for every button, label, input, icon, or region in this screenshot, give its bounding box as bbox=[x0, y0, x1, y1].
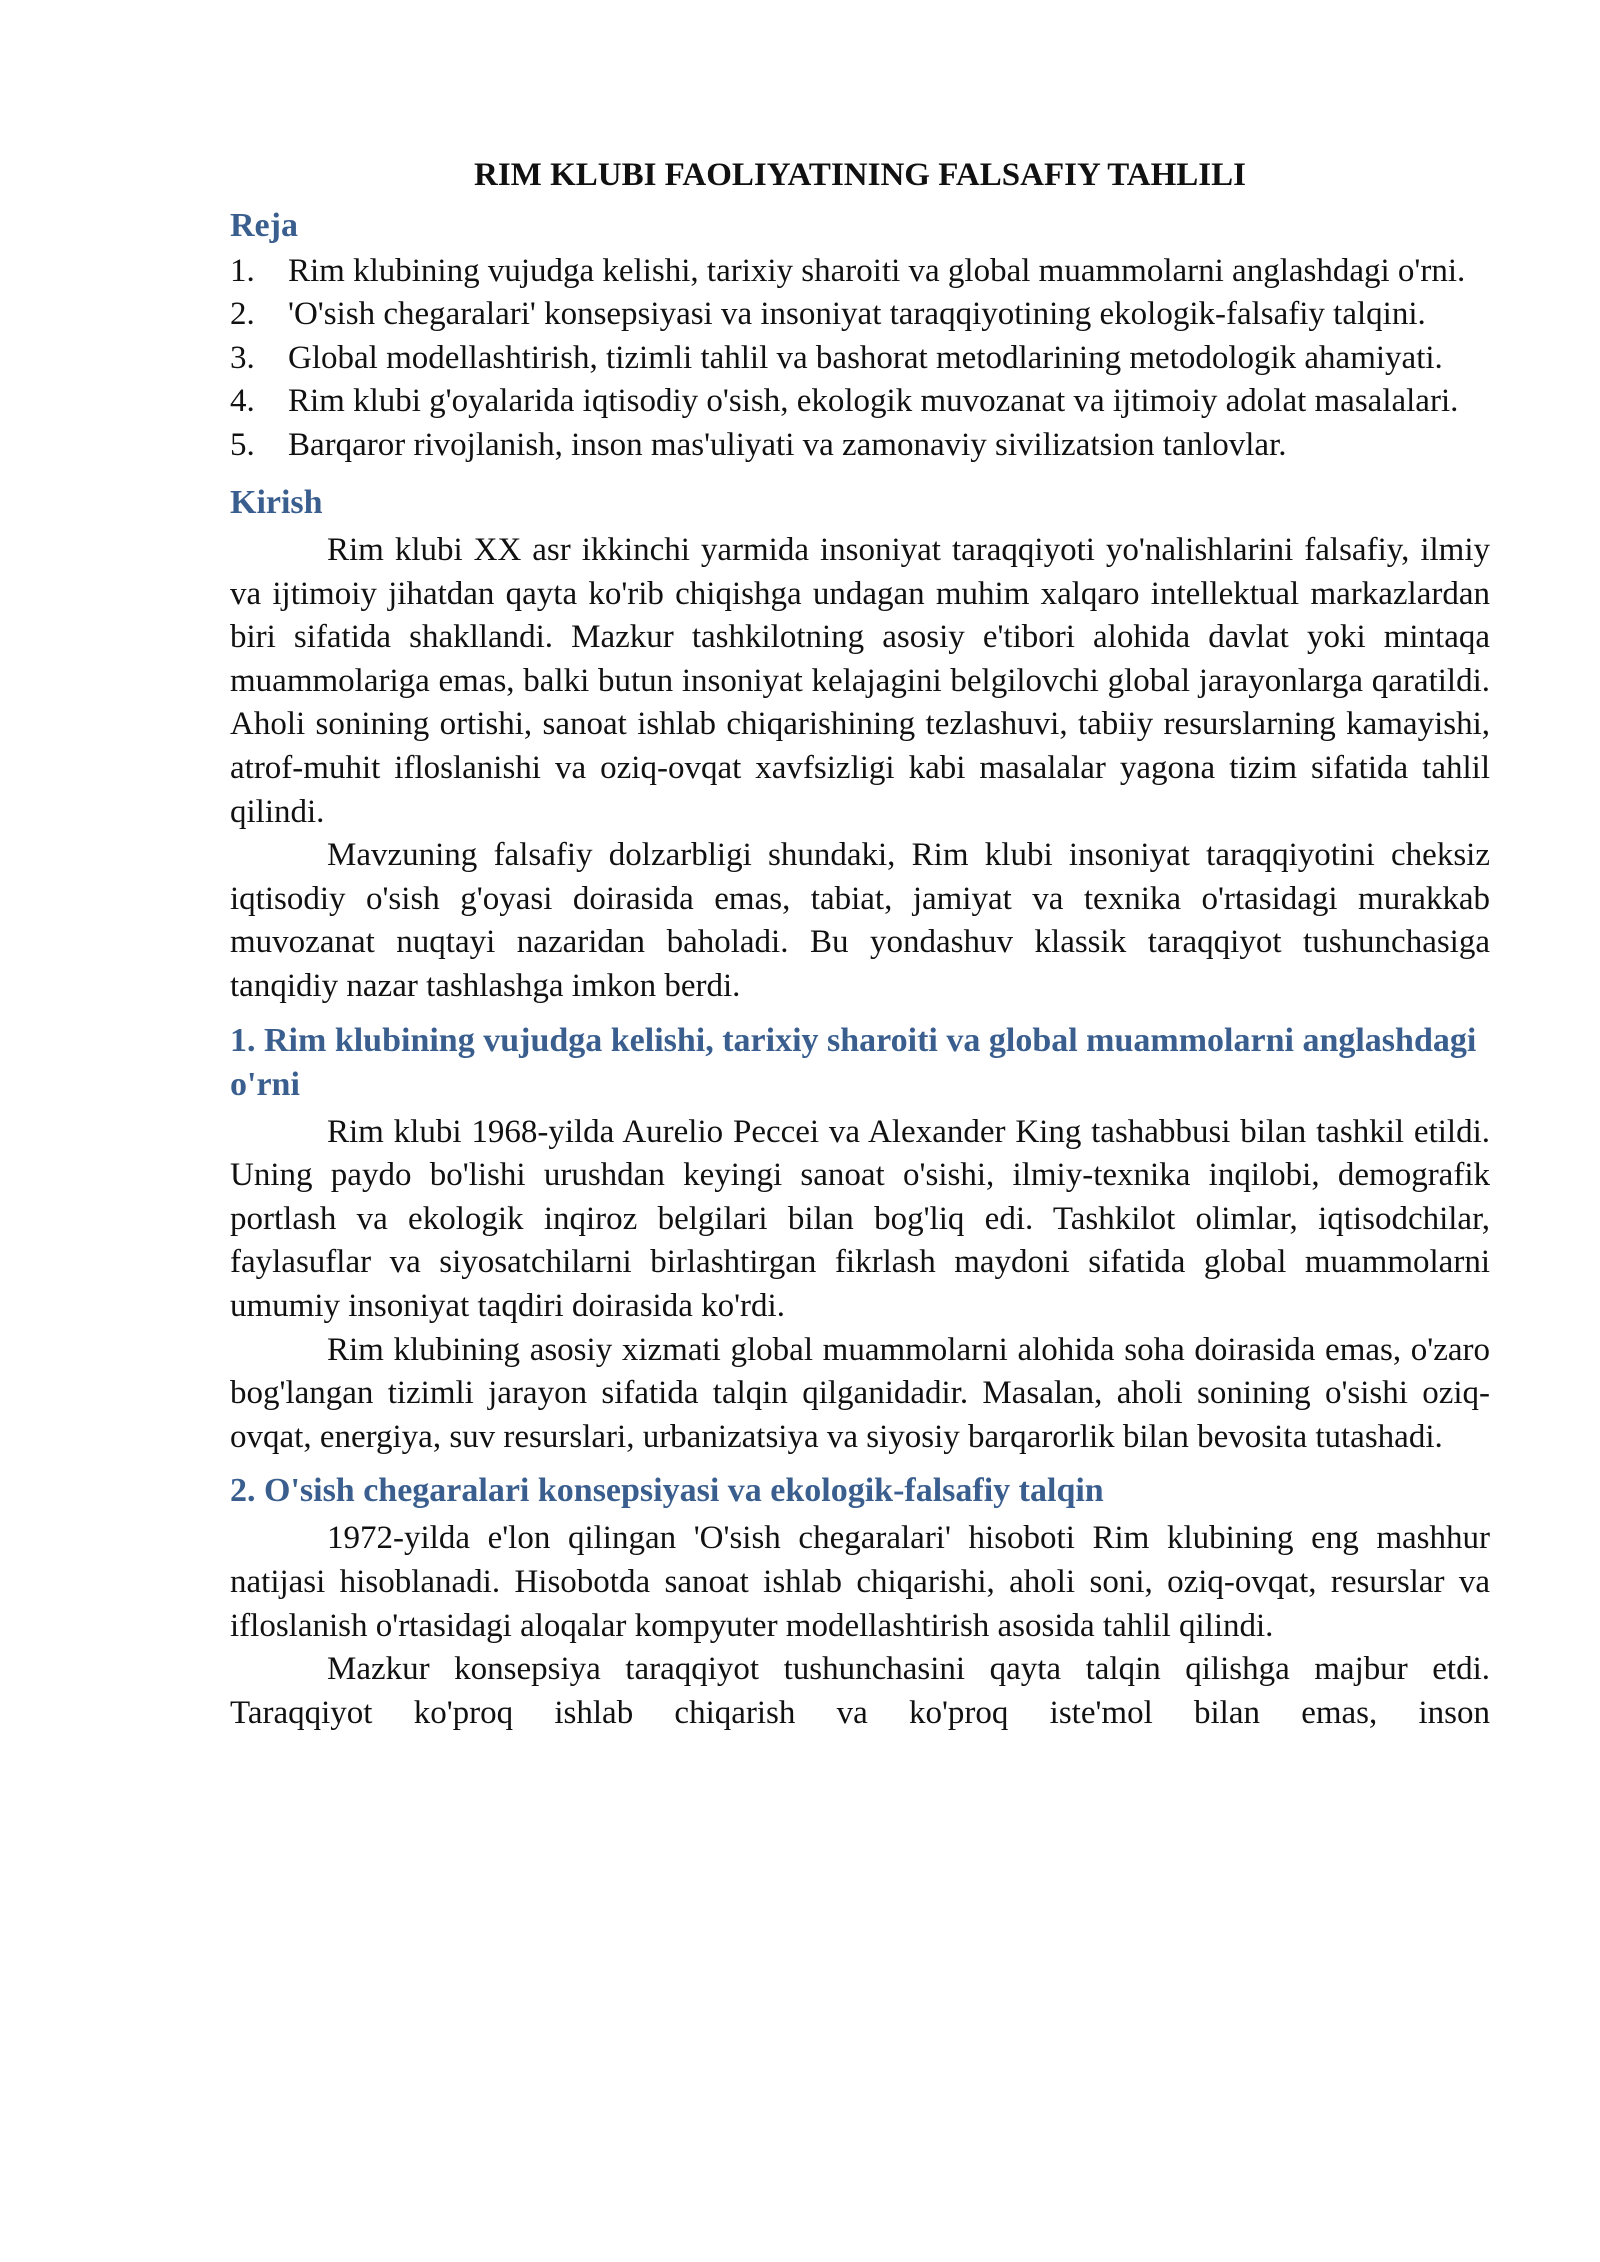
plan-item-text: Barqaror rivojlanish, inson mas'uliyati va zamonaviy sivilizatsion tanlovlar. bbox=[288, 426, 1287, 463]
plan-item bbox=[230, 424, 1490, 467]
plan-item bbox=[230, 337, 1490, 380]
plan-item-text: Global modellashtirish, tizimli tahlil va bashorat metodlarining metodologik ahamiyati. bbox=[288, 339, 1443, 376]
section1-paragraph: Rim klubi 1968-yilda Aurelio Peccei va Alexander King tashabbusi bilan tashkil etildi. Uning paydo bo'lishi urushdan keyingi sanoat o'sishi, ilmiy-texnika inqilobi, demografik portlash va ekologik inqiroz belgilari bilan bog'liq edi. Tashkilot olimlar, iqtisodchilar, faylasuflar va siyosatchilarni birlashtirgan fikrlash maydoni sifatida global muammolarni umumiy insoniyat taqdiri doirasida ko'rdi. bbox=[230, 1113, 1490, 1324]
plan-item-number: 2. bbox=[230, 296, 255, 333]
intro-paragraph: Rim klubi XX asr ikkinchi yarmida insoniyat taraqqiyoti yo'nalishlarini falsafiy, ilmiy va ijtimoiy jihatdan qayta ko'rib chiqishga undagan muhim xalqaro intellektual markazlardan biri sifatida shakllandi. Mazkur tashkilotning asosiy e'tibori alohida davlat yoki mintaqa muammolariga emas, balki butun insoniyat kelajagini belgilovchi global jarayonlarga qaratildi. Aholi sonining ortishi, sanoat ishlab chiqarishining tezlashuvi, tabiiy resurslarning kamayishi, atrof-muhit ifloslanishi va oziq-ovqat xavfsizligi kabi masalalar yagona tizim sifatida tahlil qilindi. bbox=[230, 532, 1490, 830]
plan-item-text: Rim klubi g'oyalarida iqtisodiy o'sish, ekologik muvozanat va ijtimoiy adolat masalalari. bbox=[288, 383, 1459, 420]
plan-item bbox=[230, 293, 1490, 336]
plan-item-number: 4. bbox=[230, 383, 255, 420]
section1-heading: 1. Rim klubining vujudga kelishi, tarixiy sharoiti va global muammolarni anglashdagi o'rni bbox=[230, 1021, 1477, 1103]
plan-item-text: 'O'sish chegaralari' konsepsiyasi va insoniyat taraqqiyotining ekologik-falsafiy talqini. bbox=[288, 296, 1426, 333]
plan-heading: Reja bbox=[230, 207, 298, 244]
section1-paragraph: Rim klubining asosiy xizmati global muammolarni alohida soha doirasida emas, o'zaro bog'langan tizimli jarayon sifatida talqin qilganidadir. Masalan, aholi sonining o'sishi oziq-ovqat, energiya, suv resurslari, urbanizatsiya va siyosiy barqarorlik bilan bevosita tutashadi. bbox=[230, 1331, 1490, 1455]
intro-heading: Kirish bbox=[230, 484, 323, 522]
plan-item-number: 5. bbox=[230, 426, 255, 463]
plan-item-number: 3. bbox=[230, 339, 255, 376]
section2-heading: 2. O'sish chegaralari konsepsiyasi va ekologik-falsafiy talqin bbox=[230, 1472, 1104, 1510]
section1-body bbox=[230, 1111, 1490, 1460]
section2-body bbox=[230, 1517, 1490, 1735]
document-title: RIM KLUBI FAOLIYATINING FALSAFIY TAHLILI bbox=[474, 157, 1246, 193]
document-page bbox=[230, 150, 1490, 1745]
section2-paragraph: 1972-yilda e'lon qilingan 'O'sish chegaralari' hisoboti Rim klubining eng mashhur natijasi hisoblanadi. Hisobotda sanoat ishlab chiqarishi, aholi soni, oziq-ovqat, resurslar va ifloslanish o'rtasidagi aloqalar kompyuter modellashtirish asosida tahlil qilindi. bbox=[230, 1520, 1490, 1644]
plan-list bbox=[230, 250, 1490, 467]
plan-item bbox=[230, 380, 1490, 423]
section2-paragraph: Mazkur konsepsiya taraqqiyot tushunchasini qayta talqin qilishga majbur etdi. Taraqqiyot ko'proq ishlab chiqarish va ko'proq iste'mol bilan emas, inson bbox=[230, 1651, 1490, 1731]
plan-item bbox=[230, 250, 1490, 293]
intro-paragraph: Mavzuning falsafiy dolzarbligi shundaki, Rim klubi insoniyat taraqqiyotini cheksiz iqtisodiy o'sish g'oyasi doirasida emas, tabiat, jamiyat va texnika o'rtasidagi murakkab muvozanat nuqtayi nazaridan baholadi. Bu yondashuv klassik taraqqiyot tushunchasiga tanqidiy nazar tashlashga imkon berdi. bbox=[230, 837, 1490, 1004]
plan-item-number: 1. bbox=[230, 253, 255, 289]
plan-item-text: Rim klubining vujudga kelishi, tarixiy sharoiti va global muammolarni anglashdagi o'rni. bbox=[288, 253, 1466, 289]
intro-section bbox=[230, 529, 1490, 1009]
